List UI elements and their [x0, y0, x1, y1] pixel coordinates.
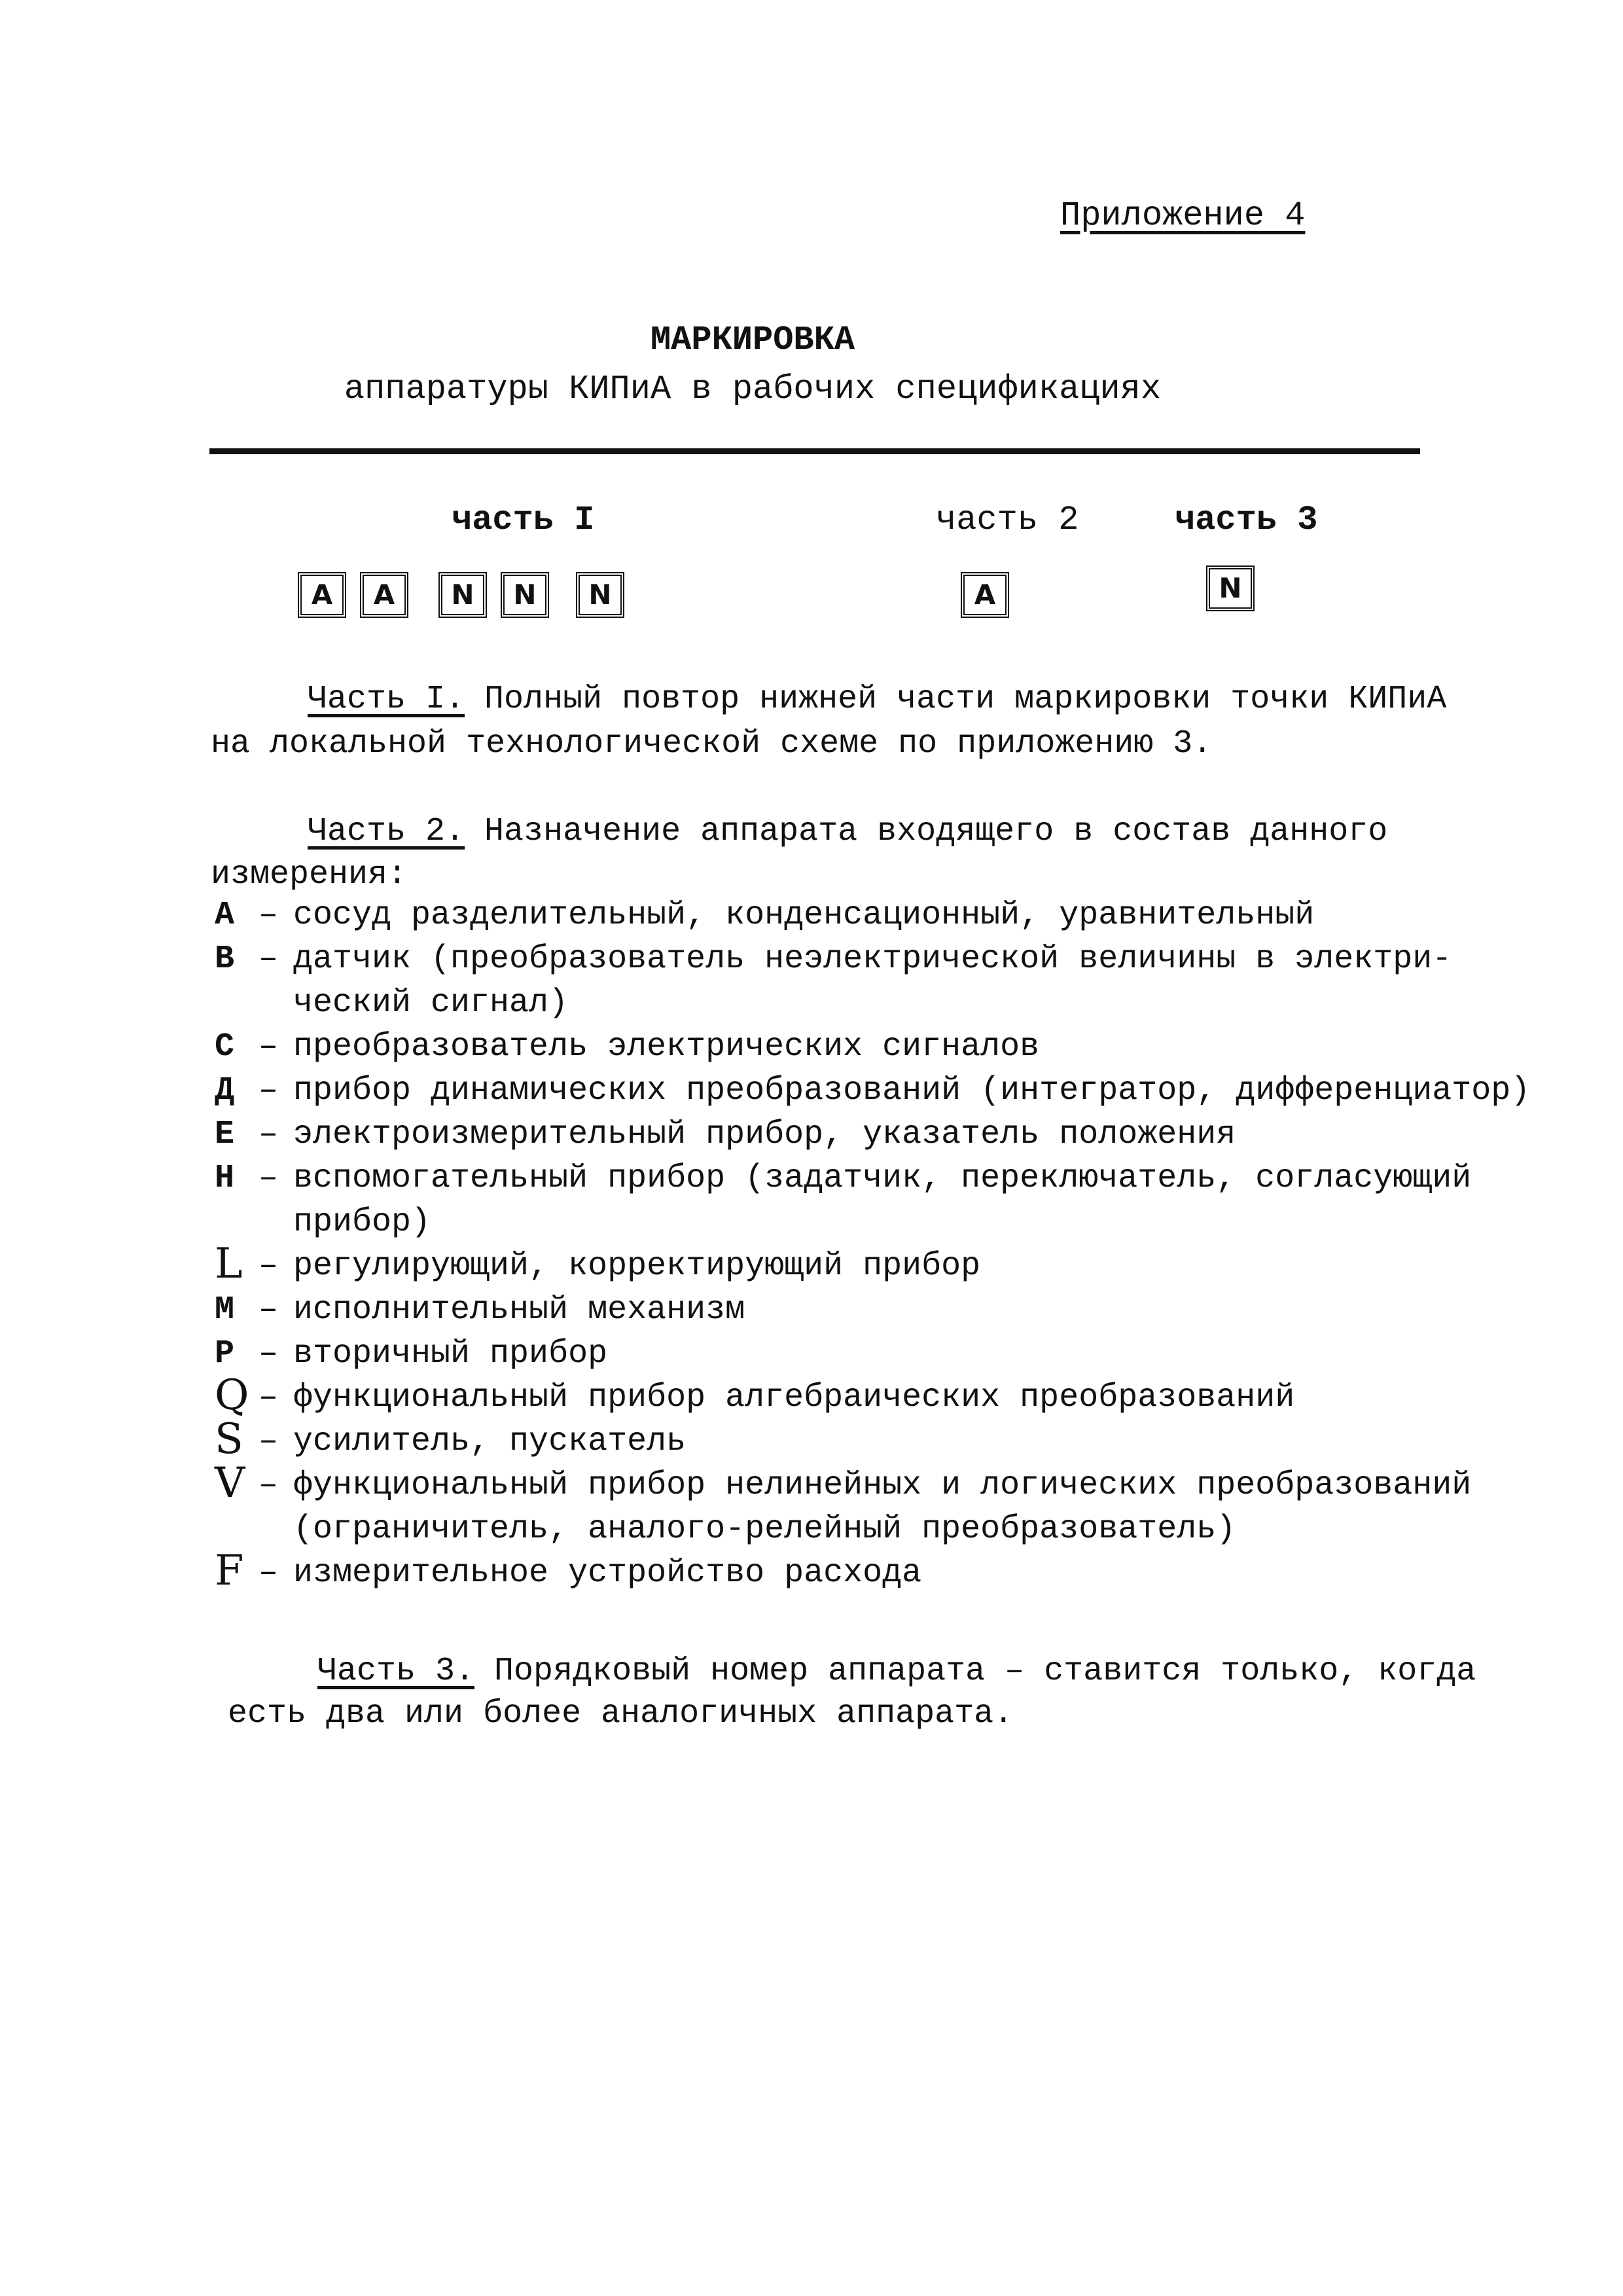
part2-label: Часть 2. [308, 813, 465, 850]
part1-box-2: A [360, 572, 408, 618]
legend-description: усилитель, пускатель [293, 1423, 687, 1460]
legend-dash: – [259, 1247, 279, 1285]
part2-paragraph-line1 [308, 813, 1387, 850]
part2-heading: часть 2 [936, 501, 1079, 539]
part1-box-5: N [576, 572, 624, 618]
legend-description: вспомогательный прибор (задатчик, переключатель, согласующий [293, 1160, 1472, 1197]
legend-letter: Q [215, 1371, 249, 1420]
legend-description: измерительное устройство расхода [293, 1554, 922, 1592]
part3-label: Часть 3. [317, 1653, 475, 1690]
legend-letter: А [215, 897, 235, 934]
part1-text-line2: на локальной технологической схеме по приложению 3. [211, 725, 1213, 762]
legend-description: исполнительный механизм [293, 1291, 745, 1329]
part3-paragraph-line1 [317, 1653, 1476, 1690]
part1-box-3: N [438, 572, 487, 618]
legend-description: прибор) [293, 1204, 431, 1241]
legend-dash: – [259, 1072, 279, 1109]
legend-letter: F [215, 1547, 244, 1595]
legend-description: сосуд разделительный, конденсационный, уравнительный [293, 897, 1315, 934]
part1-text-line1: Полный повтор нижней части маркировки точки КИПиА [465, 681, 1447, 718]
document-subtitle: аппаратуры КИПиА в рабочих спецификациях [344, 370, 1162, 408]
legend-dash: – [259, 1028, 279, 1066]
legend-dash: – [259, 1335, 279, 1372]
part2-box: A [961, 572, 1009, 618]
legend-letter: Д [215, 1072, 235, 1109]
part2-text-line1: Назначение аппарата входящего в состав данного [465, 813, 1388, 850]
legend-description: преобразователь электрических сигналов [293, 1028, 1040, 1066]
legend-letter: В [215, 941, 235, 978]
legend-description: функциональный прибор нелинейных и логических преобразований [293, 1467, 1472, 1504]
part3-text-line2: есть два или более аналогичных аппарата. [228, 1695, 1014, 1732]
legend-description: (ограничитель, аналого-релейный преобразователь) [293, 1511, 1236, 1548]
legend-dash: – [259, 1291, 279, 1329]
part3-heading: часть 3 [1175, 501, 1318, 539]
document-title: МАРКИРОВКА [650, 321, 855, 359]
legend-letter: L [215, 1240, 243, 1288]
horizontal-rule [209, 448, 1420, 454]
legend-letter: Е [215, 1116, 235, 1153]
legend-letter: С [215, 1028, 235, 1066]
part1-heading: часть I [452, 501, 595, 539]
part2-text-line2: измерения: [211, 856, 408, 893]
appendix-label: Приложение 4 [1060, 196, 1306, 235]
part3-box: N [1206, 565, 1255, 611]
legend-description: датчик (преобразователь неэлектрической величины в электри- [293, 941, 1452, 978]
legend-dash: – [259, 1160, 279, 1197]
legend-dash: – [259, 1554, 279, 1592]
part1-box-1: A [298, 572, 346, 618]
legend-letter: М [215, 1291, 235, 1329]
part3-text-line1: Порядковый номер аппарата – ставится только, когда [474, 1653, 1476, 1690]
part1-label: Часть I. [308, 681, 465, 718]
legend-letter: Н [215, 1160, 235, 1197]
legend-dash: – [259, 897, 279, 934]
legend-letter: Р [215, 1335, 235, 1372]
legend-description: регулирующий, корректирующий прибор [293, 1247, 981, 1285]
legend-description: вторичный прибор [293, 1335, 608, 1372]
legend-dash: – [259, 1467, 279, 1504]
legend-dash: – [259, 1379, 279, 1416]
legend-dash: – [259, 1116, 279, 1153]
legend-dash: – [259, 1423, 279, 1460]
legend-description: ческий сигнал) [293, 984, 569, 1022]
part1-box-4: N [501, 572, 549, 618]
legend-description: электроизмерительный прибор, указатель положения [293, 1116, 1236, 1153]
part1-paragraph-line1 [308, 681, 1446, 718]
legend-letter: V [215, 1459, 245, 1507]
legend-letter: S [215, 1415, 243, 1463]
legend-description: функциональный прибор алгебраических преобразований [293, 1379, 1295, 1416]
legend-dash: – [259, 941, 279, 978]
legend-description: прибор динамических преобразований (интегратор, дифференциатор) [293, 1072, 1531, 1109]
